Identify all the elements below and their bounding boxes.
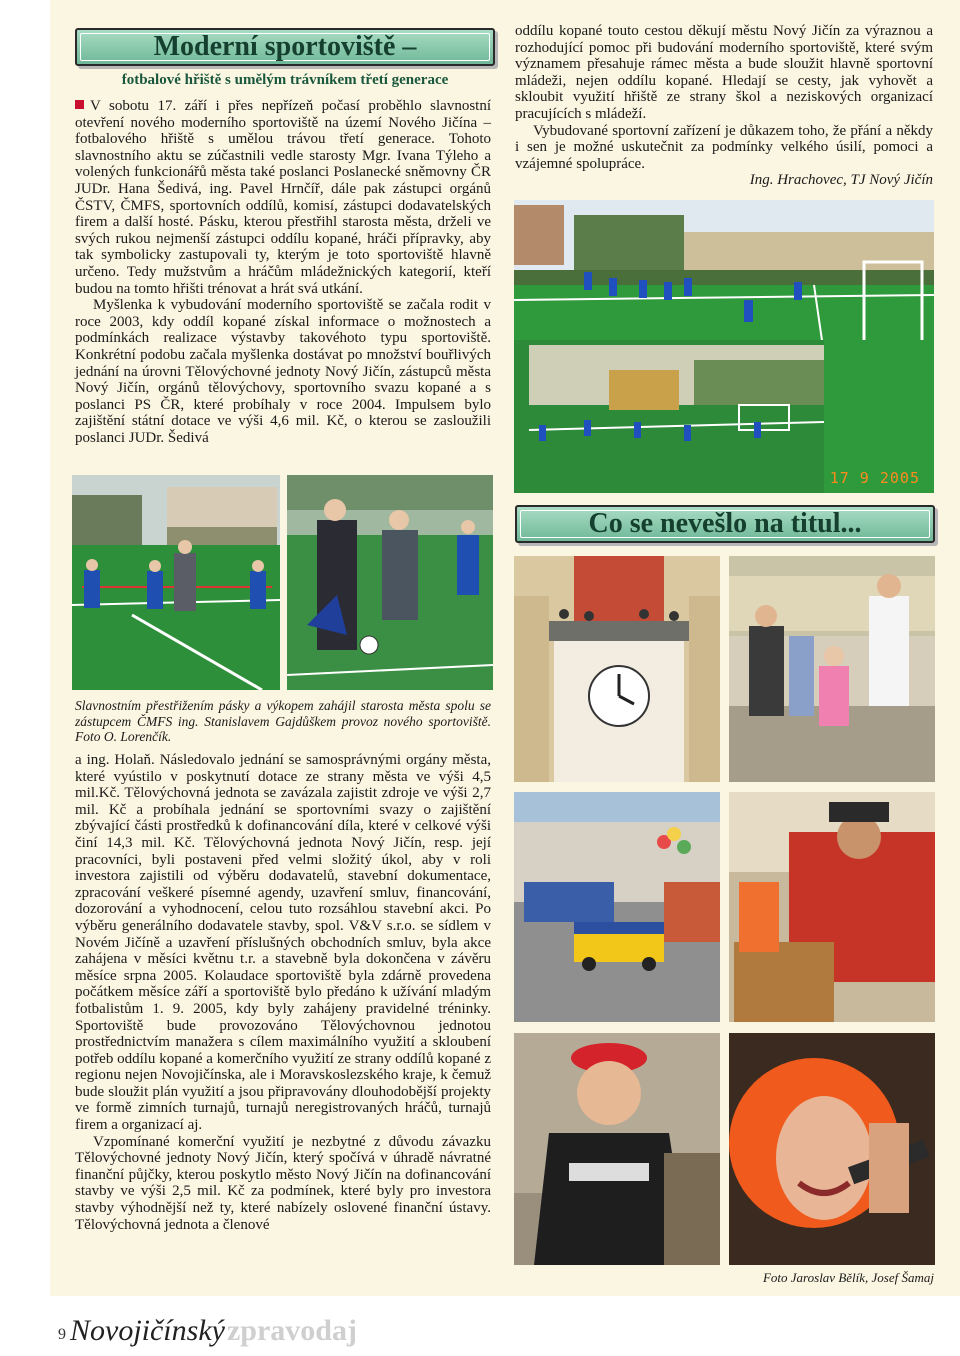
article-column-2 (515, 23, 933, 189)
publication-logo-part2: zpravodaj (226, 1314, 357, 1347)
paragraph: Vzpomínané komerční využití je nezbytné z důvodu závazku Tělovýchovné jednoty Nový Jičín, který spočívá v úhradě návratné finanční půjčky, kterou poskytlo město Nový Jičín na dofinancování stavby ve výši 2,5 mil. Kč za podmínek, které byly pro investora stavby výhodnější než ty, které nabízely oslovené finanční ústavy. Tělovýchovná jednota a členové (75, 1133, 491, 1233)
section-title-banner (515, 505, 935, 543)
article-title-banner (75, 28, 495, 66)
photo-football-pitch (514, 200, 934, 493)
paragraph: Vybudované sportovní zařízení je důkazem toho, že přání a někdy i sen je možné uskutečnit za podmínky velkého úsilí, pomoci a vzájemné spolupráce. (515, 122, 933, 172)
photo-girl-beret (514, 1033, 720, 1265)
paragraph: a ing. Holaň. Následovalo jednání se samosprávnými orgány města, které vyústilo v poskytnutí dotace ze strany města ve výši 4,5 mil.Kč. Tělovýchovná jednota se zavázala zajistit zdroje ve výši 2,7 mil. Kč a probíhala jednání se sportovními svazy o zajištění zbývající části prostředků k dofinancování díla, které v celkové výši činí 14,3 mil. Kč. Tělovýchovná jednota Nový Jičín, resp. její pracovníci, byli postaveni před velmi složitý úkol, aby v roli investora zajistili od výběru dodavatelů, stavební dokumentace, zpracování veškeré písemné agendy, uzavření smluv, financování, dozorování a vyhodnocení, celou tuto rozsáhlou stavební akci. Po výběru generálního dodavatele stavby, spol. V&V s.r.o. se sídlem v Novém Jičíně a uzavření příslušných obchodních smluv, byla akce zahájena v měsíci květnu t.r. a stavebně byla dokončena v závěru měsíce srpna 2005. Kolaudace sportoviště byla zdárně provedena počátkem měsíce září a sportoviště bylo předáno k užívání mladým fotbalistům 1. 9. 2005, kdy byly zahájeny pravidelné tréninky. Sportoviště bude provozováno Tělovýchovnou jednotou prostřednictvím manažera s cílem maximálního využití a skloubení potřeb oddílu kopané a komerčního využití ze strany oddílů kopané z regionu nejen Novojičínska, ale i Moravskoslezského kraje, k čemuž bude sloužit plán využití a jsou připravovány dlouhodobější projekty ve formě zimních turnajů, turnajů neregistrovaných hráčů, turnajů firem a organizací aj. (75, 752, 491, 1134)
photo-clock-tower (514, 556, 720, 782)
publication-logo-part1: Novojičínský (70, 1314, 225, 1347)
photo-kickoff (287, 475, 493, 690)
photo-market-train (514, 792, 720, 1022)
photo-credit: Foto Jaroslav Bělík, Josef Šamaj (762, 1270, 934, 1285)
article-column-1-top (75, 98, 491, 446)
photo-red-wig-face (729, 1033, 935, 1265)
article-subtitle: fotbalové hřiště s umělým trávníkem třetí generace (121, 72, 449, 88)
article-title: Moderní sportoviště – (153, 31, 417, 62)
photo-craftsman (729, 792, 935, 1022)
photo-square-crowd (729, 556, 935, 782)
photo-ribbon-cutting (72, 475, 280, 690)
bullet-square-icon (75, 100, 84, 109)
photo-date-stamp: 17 9 2005 (829, 469, 920, 487)
page-footer (58, 1308, 357, 1348)
paragraph: Myšlenka k vybudování moderního sportoviště se začala rodit v roce 2003, kdy oddíl kopané získal informace o možnostech a podmínkách realizace výstavby takovéhoto typu sportoviště. Konkrétní podobu začala myšlenka dostávat po množství bouřlivých jednání na úrovni Tělovýchovné jednoty Nový Jičín, zástupců města Nový Jičín, orgánů tělovýchovy, sportovního svazu kopané a s poslanci PS ČR, které probíhaly v roce 2004. Impulsem bylo zajištění státní dotace ve výši 4,6 mil. Kč, o kterou se zasloužili poslanci JUDr. Šedivá (75, 297, 491, 446)
paragraph: V sobotu 17. září i přes nepřízeň počasí proběhlo slavnostní otevření nového moderního sportoviště na území Nového Jičína – fotbalového hřiště s umělou trávou třetí generace. Tohoto slavnostního aktu se zúčastnili vedle starosty Mgr. Ivana Týleho a volených funkcionářů města také poslanci Poslanecké sněmovny ČR JUDr. Hana Šedivá, ing. Pavel Hrnčíř, dále pak zástupci orgánů ČSTV, ČMFS, sportovních oddílů, komisí, zástupci dodavatelských firem a další hosté. Pásku, kterou přestřihl starosta města, drželi ve svých rukou nejmenší zástupci oddílu kopané, hráči přípravky, aby tak symbolicky zastupovali ty, kterým je toto sportoviště hlavně určeno. Tedy mužstvům a hráčům mládežnických kategorií, kteří budou na tomto hřišti trénovat a hrát svá utkání. (75, 98, 491, 297)
photo-caption: Slavnostním přestřižením pásky a výkopem zahájil starosta města spolu se zástupcem ČMFS ing. Stanislavem Gajdůškem provoz nového sportoviště. Foto O. Lorenčík. (75, 698, 491, 744)
page-number: 9 (58, 1326, 66, 1343)
article-signature: Ing. Hrachovec, TJ Nový Jičín (749, 172, 933, 189)
paragraph: oddílu kopané touto cestou děkují městu Nový Jičín za výraznou a rozhodující pomoc při budování moderního sportoviště, které svým významem přesahuje rámec města a bude sloužit hlavně sportovní mládeži, nejen oddílu kopané. Hledají se cesty, jak vyhovět a skloubit využití hřiště ze strany škol a neziskových organizací pracujících s mládeží. (515, 23, 933, 122)
article-column-1-bottom (75, 752, 491, 1233)
section-title: Co se nevešlo na titul... (588, 508, 862, 539)
